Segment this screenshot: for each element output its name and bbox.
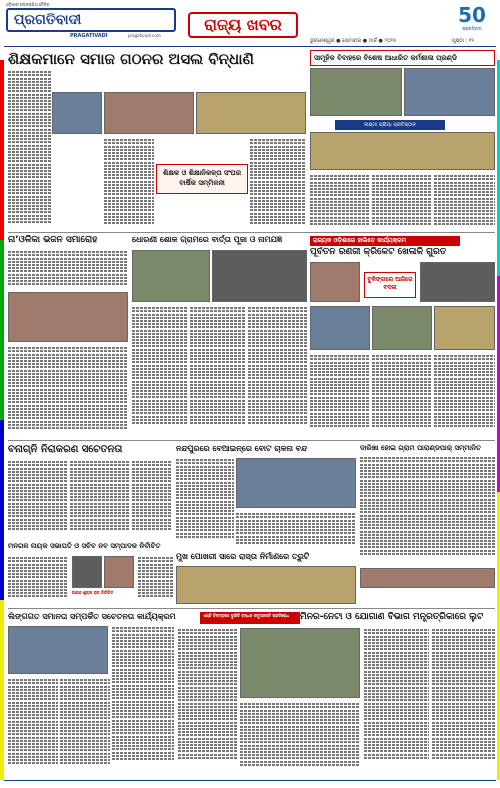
- story-body-text: [112, 626, 174, 774]
- masthead-tagline: ଓଡ଼ିଶାର ଲୋକପ୍ରିୟ ଦୈନିକ: [6, 2, 50, 7]
- anniversary-text: ପ୍ରଗତିବାଦୀ: [462, 26, 482, 31]
- story-body-text: [60, 678, 110, 774]
- story-body-text: [8, 250, 128, 290]
- story-body-text: [190, 306, 246, 436]
- story-body-text: [372, 354, 432, 436]
- story-photo: [404, 68, 495, 116]
- story-photo: [196, 92, 306, 134]
- story-body-text: [236, 512, 356, 548]
- story-headline: ମନଗଳ ନାୟକ ସଭାପତି ଓ ସଚିବ ନବ ସମ୍ପାଦକ ନିର୍ବାଚିତ: [8, 542, 161, 550]
- story-kicker: ଏଣ୍ଟି ବିଳମ୍ବରେ ଦୁର୍ନୀତି ବନ୍ଧନ ସମୁଦ୍ରପତି ପ୍ରତିରୋଧ: [200, 612, 300, 624]
- story-photo: [8, 292, 128, 342]
- newspaper-logo: ପ୍ରଗତିବାଦୀ: [6, 8, 176, 32]
- section-divider: [8, 608, 495, 609]
- story-body-text: [176, 458, 234, 548]
- color-registration-strip-left: [0, 60, 4, 780]
- story-photo: [236, 458, 356, 508]
- story-body-text: [372, 174, 432, 230]
- story-body-text: [132, 306, 188, 436]
- portrait-photo: [104, 556, 134, 588]
- portrait-captions: ଆନନ୍ଦ ଶୁକ୍ଳା ରାଜ ନିର୍ବାଚିତ: [72, 590, 114, 595]
- story-headline: ନା’ଓଳିକା ଭଜନ ସମାରୋହ: [8, 235, 98, 245]
- story-body-text: [70, 460, 130, 538]
- footer-rule: [4, 780, 496, 781]
- story-headline: ମୁଖ ପୋଖରୀ ସାରେ ରାସ୍ତା ନିର୍ମାଣରେ ତ୍ରୁଟି: [176, 552, 310, 561]
- dateline: ଭୁବନେଶ୍ୱର ● ସୋମବାର ● ମାର୍ଚ୍ଚ ● ୨୦୨୫: [310, 38, 397, 44]
- section-divider: [8, 232, 495, 233]
- story-inset-box: ଶିକ୍ଷକ ଓ ଶିକ୍ଷାନିକଳ୍ପ ସଂଘର ବାର୍ଷିକ ସମ୍ମିଳନୀ: [156, 164, 248, 194]
- story-body-text: [8, 678, 58, 774]
- story-body-text: [360, 456, 495, 566]
- story-photo: [132, 250, 210, 302]
- story-photo: [52, 92, 102, 134]
- story-body-text: [250, 138, 306, 230]
- story-headline: ଧୋରଣୀ ଶୋଳ ଗ୍ରାମରେ ବାର୍ତ୍ତା ପୂଜା ଓ ନାମଯଜ୍ଞ: [132, 235, 283, 244]
- portrait-photo: [72, 556, 102, 588]
- story-body-text: [310, 174, 370, 230]
- story-photo: [212, 250, 307, 302]
- story-photo: [240, 628, 360, 698]
- story-photo: [104, 92, 194, 134]
- story-headline: ନନ୍ଦପୁରରେ ବେଆଇନ୍ରେ ବୋଟ ଚାଳନା ବନ୍ଦ: [176, 444, 308, 453]
- story-photo: [434, 306, 495, 350]
- anniversary-logo: [450, 4, 494, 38]
- story-photo: [420, 262, 495, 302]
- story-body-text: [432, 628, 495, 774]
- section-title: ରାଜ୍ୟ ଖବର: [188, 12, 298, 38]
- story-body-text: [248, 306, 307, 436]
- story-photo: [360, 568, 495, 588]
- story-photo: [8, 626, 108, 674]
- story-photo: [372, 306, 432, 350]
- story-body-text: [104, 138, 154, 230]
- story-body-text: [364, 628, 429, 774]
- story-photo: [176, 566, 356, 604]
- story-body-text: [8, 556, 68, 604]
- story-photo: [310, 132, 495, 170]
- masthead-rule: [4, 46, 496, 47]
- story-body-text: [310, 354, 370, 436]
- story-headline: ଶିକ୍ଷକମାନେ ସମାଜ ଗଠନର ଅସଲ ବିନ୍ଧାଣି: [8, 50, 254, 68]
- newspaper-url: pragativadi.com: [128, 33, 161, 38]
- story-body-text: [138, 556, 174, 604]
- newspaper-subtitle: PRAGATIVADI: [70, 33, 108, 39]
- story-body-text: [434, 174, 495, 230]
- story-headline: ଲିଙ୍ଗଗତ ସମାନତା ସମ୍ପର୍କିତ ସଚେତନତା କାର୍ଯ୍ୟକ୍ରମ: [8, 612, 176, 621]
- story-body-text: [240, 702, 360, 774]
- event-banner: ଲକ୍ଷ୍ମୀ ପ୍ରିୟା ପ୍ରତିଷ୍ଠାନ: [335, 120, 445, 130]
- story-headline: ବନାଗ୍ନି ନିରାକରଣ ସଚେତନତା: [8, 444, 123, 455]
- story-body-text: [178, 628, 238, 774]
- story-body-text: [8, 460, 68, 538]
- story-kicker: ରାଜ୍ୟକ ଓଡ଼ିଶାରେ ହାଲିଡ଼େ କାର୍ଯ୍ୟକ୍ରମ: [310, 236, 460, 246]
- story-headline: ସାମୂହିକ ବିବାହରେ ବିଶେଷ ଆଧାରିତ କର୍ମଶାଳା ପ୍ରଣ୍ଡି: [310, 50, 495, 66]
- story-headline: ପୂର୍ବତନ ରଣଜୀ କ୍ରିକେଟ ଖେଳାଳି ଗୁରତ: [310, 247, 447, 257]
- story-body-text: [8, 70, 52, 230]
- story-body-text: [434, 354, 495, 436]
- story-photo: [310, 262, 360, 302]
- section-divider: [8, 440, 495, 441]
- pull-quote: ବୁକିଙ୍ଗରେ ଆଜିରେ ବଦଳା: [364, 272, 416, 298]
- anniversary-number: 50: [458, 3, 486, 27]
- story-photo: [310, 68, 402, 116]
- story-body-text: [8, 346, 128, 436]
- page-number: ପୃଷ୍ଠା : ୧୧: [452, 38, 474, 44]
- story-photo: [310, 306, 370, 350]
- story-body-text: [132, 460, 172, 538]
- story-headline: ମିନର-ନେଟା ଓ ଯୋଗାଣ ବିଭାଗ ମନ୍ତ୍ରତ୍ରିକାରେ ଲୁଟ: [300, 612, 484, 622]
- story-headline: ଦାରିଖା ହୋଇ ଗ୍ରାମ ପାରାଣ୍ଡପାର୍ ସମ୍ମାନିତ: [360, 444, 481, 452]
